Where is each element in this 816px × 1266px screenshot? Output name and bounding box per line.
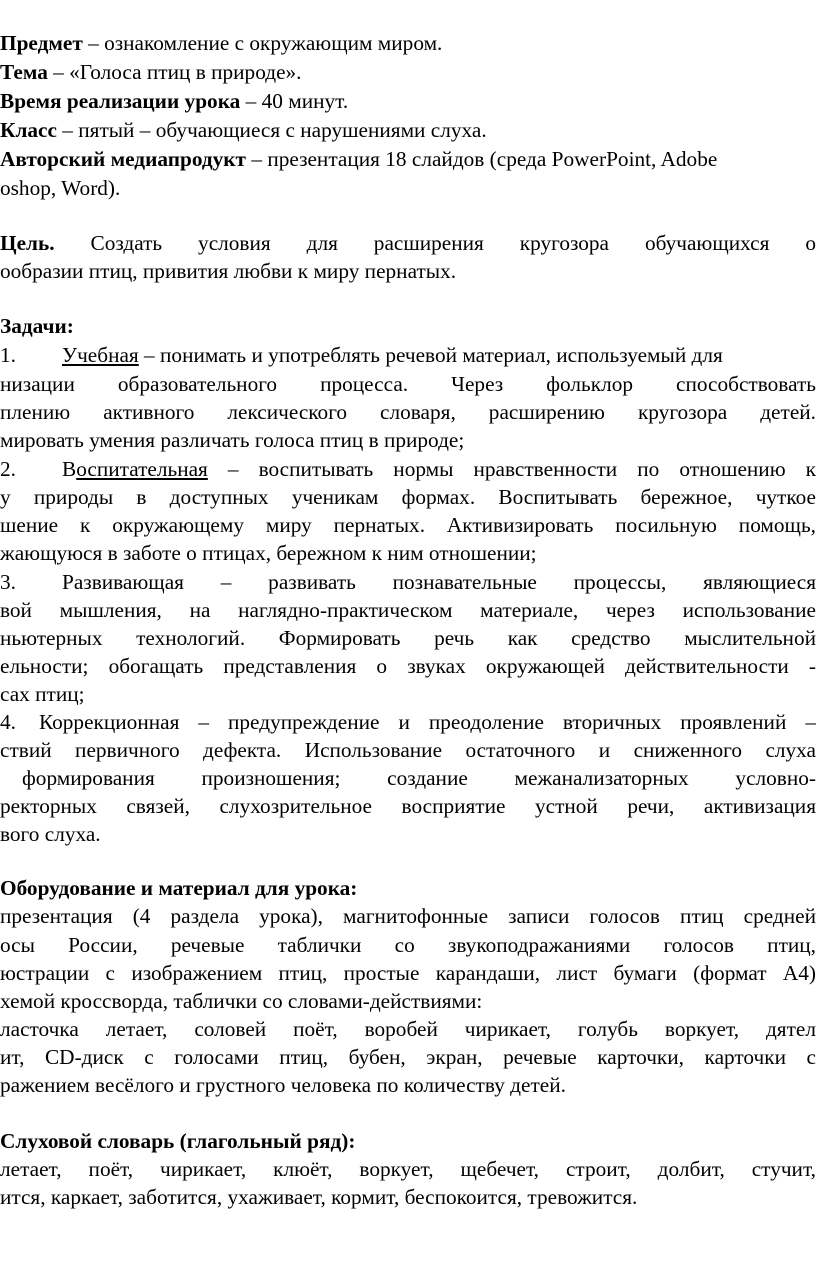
task3-line-5: сах птиц; <box>0 682 85 706</box>
topic-label: Тема <box>0 60 48 84</box>
vocabulary-line-2: ится, каркает, заботится, ухаживает, кормит, беспокоится, тревожится. <box>0 1185 638 1209</box>
equipment-line-4: хемой кроссворда, таблички со словами-действиями: <box>0 989 483 1013</box>
task2-text-1: – воспитывать нормы нравственности по отношению к <box>207 457 816 481</box>
goal-label: Цель. <box>0 231 55 255</box>
goal-line-2: ообразии птиц, привития любви к миру пернатых. <box>0 259 457 283</box>
topic-value: – «Голоса птиц в природе». <box>47 60 302 84</box>
task2-line-3: шение к окружающему миру пернатых. Активизировать посильную помощь, <box>0 513 816 537</box>
subject-line <box>0 28 816 58</box>
subject-label: Предмет <box>0 31 83 55</box>
equipment-line-5: ласточка летает, соловей поёт, воробей чирикает, голубь воркует, дятел <box>0 1017 816 1041</box>
media-label: Авторский медиапродукт <box>0 147 247 171</box>
equipment-line-7: ражением весёлого и грустного человека по количеству детей. <box>0 1073 566 1097</box>
time-label: Время реализации урока <box>0 89 241 113</box>
equipment-line-1: презентация (4 раздела урока), магнитофонные записи голосов птиц средней <box>0 904 816 928</box>
tasks-heading: Задачи: <box>0 314 74 338</box>
media-line <box>0 144 816 174</box>
equipment-line-3: юстрации с изображением птиц, простые карандаши, лист бумаги (формат А4) <box>0 961 816 985</box>
task2-line-2: у природы в доступных ученикам формах. Воспитывать бережное, чуткое <box>0 485 816 509</box>
equipment-heading: Оборудование и материал для урока: <box>0 876 358 900</box>
time-value: – 40 минут. <box>240 89 349 113</box>
task1-line-4: мировать умения различать голоса птиц в природе; <box>0 428 465 452</box>
time-line <box>0 86 816 116</box>
task4-line-5: вого слуха. <box>0 822 101 846</box>
task3-line-4: ельности; обогащать представления о звуках окружающей действительности - <box>0 654 816 678</box>
vocabulary-line-1: летает, поёт, чирикает, клюёт, воркует, щебечет, строит, долбит, стучит, <box>0 1157 816 1181</box>
media-line-cont: oshop, Word). <box>0 176 121 200</box>
task4-line-1 <box>0 707 816 737</box>
goal-text-1: Создать условия для расширения кругозора обучающихся о <box>54 231 816 255</box>
equipment-line-6: ит, CD-диск с голосами птиц, бубен, экран, речевые карточки, карточки с <box>0 1045 816 1069</box>
task1-line-1 <box>0 340 816 370</box>
task3-number: 3. <box>0 570 16 594</box>
task2-label-rest: оспитательная <box>76 457 208 481</box>
task4-line-4: ректорных связей, слухозрительное восприятие устной речи, активизация <box>0 794 816 818</box>
class-line <box>0 115 816 145</box>
task3-line-2: вой мышления, на наглядно-практическом материале, через использование <box>0 598 816 622</box>
subject-value: – ознакомление с окружающим миром. <box>82 31 443 55</box>
task4-text-1: Коррекционная – предупреждение и преодоление вторичных проявлений – <box>20 710 816 734</box>
task2-line-4: жающуюся в заботе о птицах, бережном к ним отношении; <box>0 541 537 565</box>
task3-text-1: Развивающая – развивать познавательные процессы, являющиеся <box>62 570 816 594</box>
task4-line-2: ствий первичного дефекта. Использование остаточного и сниженного слуха <box>0 738 816 762</box>
equipment-line-2: осы России, речевые таблички со звукоподражаниями голосов птиц, <box>0 933 816 957</box>
topic-line <box>0 57 816 87</box>
task3-line-3: ньютерных технологий. Формировать речь как средство мыслительной <box>0 626 816 650</box>
vocabulary-heading: Слуховой словарь (глагольный ряд): <box>0 1129 356 1153</box>
task2-number: 2. <box>0 457 16 481</box>
task4-line-3: формирования произношения; создание межанализаторных условно- <box>22 766 816 790</box>
task3-line-1 <box>0 567 816 597</box>
goal-line-1 <box>0 228 816 258</box>
task1-number: 1. <box>0 343 16 367</box>
task1-line-2: низации образовательного процесса. Через фольклор способствовать <box>0 372 816 396</box>
task4-number: 4. <box>0 710 16 734</box>
class-value: – пятый – обучающиеся с нарушениями слуха. <box>56 118 487 142</box>
task1-label: Учебная <box>62 343 139 367</box>
class-label: Класс <box>0 118 57 142</box>
task2-label-first: В <box>62 457 77 481</box>
media-value: – презентация 18 слайдов (среда PowerPoint, Adobe <box>246 147 718 171</box>
task2-line-1 <box>0 454 816 484</box>
task1-line-3: плению активного лексического словаря, расширению кругозора детей. <box>0 400 816 424</box>
task1-text-1: – понимать и употреблять речевой материал, используемый для <box>138 343 723 367</box>
